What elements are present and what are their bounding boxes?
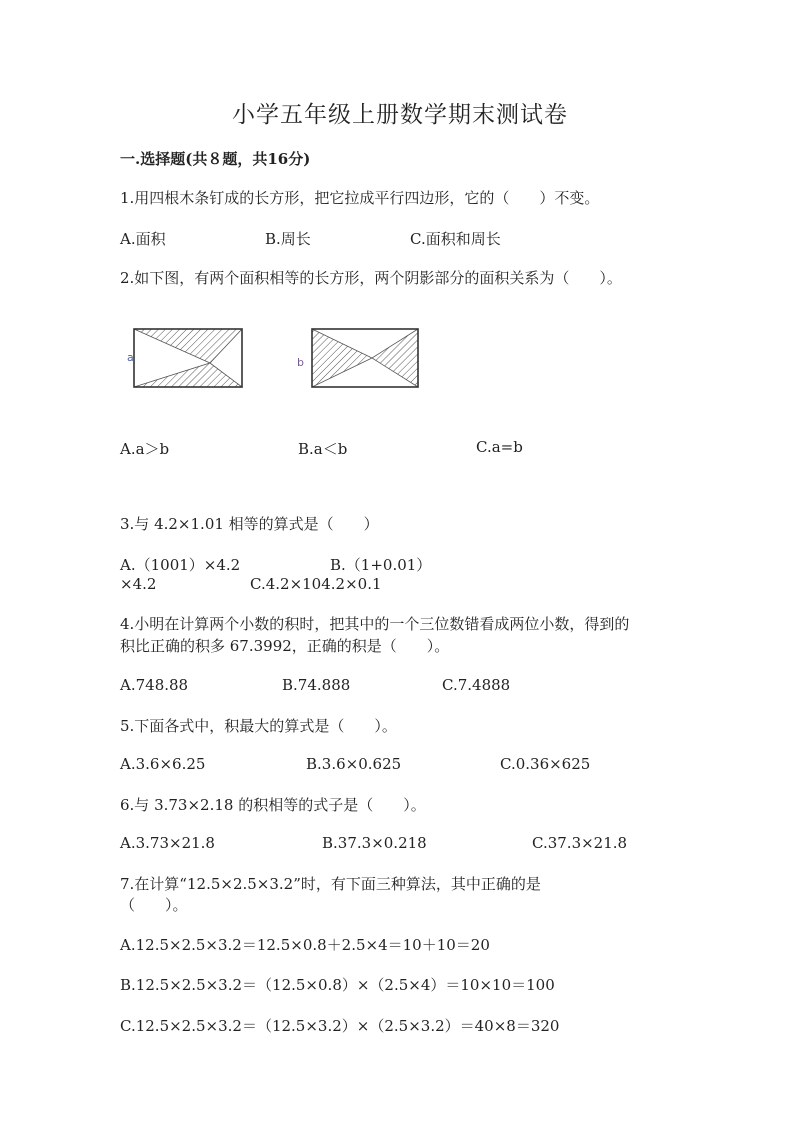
question-6-option-a[interactable]: A.3.73×21.8	[120, 834, 215, 852]
question-1-option-b[interactable]: B.周长	[265, 230, 311, 248]
question-4-option-c[interactable]: C.7.4888	[442, 676, 511, 694]
question-4-option-a[interactable]: A.748.88	[120, 676, 189, 694]
question-6-stem: 6.与 3.73×2.18 的积相等的式子是（ ）。	[120, 796, 426, 814]
figure-label-b: b	[297, 356, 304, 369]
question-4-stem-line-2: 积比正确的积多 67.3992，正确的积是（ ）。	[120, 637, 450, 655]
question-7-option-c[interactable]: C.12.5×2.5×3.2＝（12.5×3.2）×（2.5×3.2）＝40×8＝320	[120, 1017, 560, 1035]
question-2-option-a[interactable]: A.a＞b	[120, 440, 170, 458]
question-2-option-b[interactable]: B.a＜b	[298, 440, 348, 458]
question-3-stem: 3.与 4.2×1.01 相等的算式是（ ）	[120, 515, 379, 533]
question-5-stem: 5.下面各式中，积最大的算式是（ ）。	[120, 717, 397, 735]
question-5-option-b[interactable]: B.3.6×0.625	[306, 755, 402, 773]
question-4-stem-line-1: 4.小明在计算两个小数的积时，把其中的一个三位数错看成两位小数，得到的	[120, 615, 630, 633]
figure-rectangle-b	[310, 327, 420, 389]
question-7-stem-line-2: （ ）。	[120, 896, 188, 914]
question-6-option-c[interactable]: C.37.3×21.8	[532, 834, 628, 852]
question-5-option-a[interactable]: A.3.6×6.25	[120, 755, 206, 773]
question-3-option-b[interactable]: B.（1+0.01）	[330, 556, 432, 574]
section-heading: 一.选择题(共８题，共16分)	[120, 150, 311, 168]
question-3-option-b-continued[interactable]: ×4.2	[120, 575, 157, 593]
question-3-option-a[interactable]: A.（1001）×4.2	[120, 556, 241, 574]
figure-label-a: a	[127, 351, 134, 364]
question-7-option-b[interactable]: B.12.5×2.5×3.2＝（12.5×0.8）×（2.5×4）＝10×10＝100	[120, 976, 555, 994]
question-4-option-b[interactable]: B.74.888	[282, 676, 351, 694]
figure-rectangle-a	[132, 327, 244, 389]
question-1-option-a[interactable]: A.面积	[120, 230, 166, 248]
question-7-option-a[interactable]: A.12.5×2.5×3.2＝12.5×0.8＋2.5×4＝10＋10＝20	[120, 936, 490, 954]
question-2-stem: 2.如下图，有两个面积相等的长方形，两个阴影部分的面积关系为（ ）。	[120, 269, 622, 287]
question-7-stem-line-1: 7.在计算“12.5×2.5×3.2”时，有下面三种算法，其中正确的是	[120, 875, 541, 893]
question-6-option-b[interactable]: B.37.3×0.218	[322, 834, 427, 852]
question-1-option-c[interactable]: C.面积和周长	[410, 230, 501, 248]
question-1-stem: 1.用四根木条钉成的长方形，把它拉成平行四边形，它的（ ）不变。	[120, 189, 600, 207]
question-3-option-c[interactable]: C.4.2×104.2×0.1	[250, 575, 382, 593]
question-2-option-c[interactable]: C.a=b	[476, 438, 523, 456]
page-title: 小学五年级上册数学期末测试卷	[232, 102, 568, 128]
question-5-option-c[interactable]: C.0.36×625	[500, 755, 591, 773]
